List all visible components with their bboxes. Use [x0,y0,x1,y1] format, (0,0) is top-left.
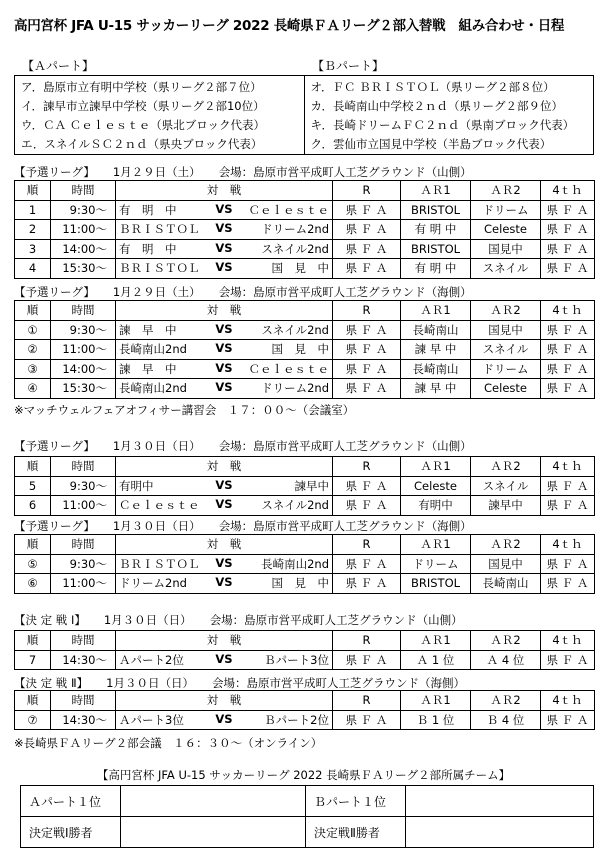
matchup [119,575,329,591]
home-team: 諫 早 中 [119,322,177,337]
column-header: 順 [15,691,51,711]
away-team: Ｂパート3位 [264,652,329,667]
result-value [406,786,594,817]
fourth-official: 県 Ｆ Ａ [541,554,595,574]
vs-label: VS [215,341,233,356]
assistant-referee-2: ドリーム [471,359,541,379]
column-header: ＡＲ2 [471,691,541,711]
away-team: 国 見 中 [271,261,329,276]
schedule-table [14,690,595,730]
column-header: 対 戦 [116,181,333,201]
result-row [21,786,594,817]
column-header: ＡＲ2 [471,301,541,321]
team-item: ウ．ＣＡ Ｃｅｌｅｓｔｅ（県北ブロック代表） [21,118,266,132]
match-row [15,340,595,360]
vs-label: VS [215,711,233,726]
schedule-table [14,456,595,516]
away-team: スネイル2nd [261,498,329,513]
match-cell [116,476,333,496]
column-header: 対 戦 [116,535,333,555]
result-label: 決定戦Ⅱ勝者 [306,817,406,848]
result-value [121,817,306,848]
away-team: 国 見 中 [271,342,329,357]
column-header: ＡＲ1 [401,535,471,555]
fourth-official: 県 Ｆ Ａ [541,379,595,399]
match-cell [116,710,333,730]
match-order: ⑦ [15,710,51,730]
match-time: 15:30〜 [51,379,116,399]
away-team: Ｂパート2位 [264,712,329,727]
column-header: 順 [15,457,51,477]
match-cell [116,650,333,670]
match-row [15,259,595,279]
match-order: 1 [15,200,51,220]
match-time: 11:00〜 [51,220,116,240]
section-header [14,164,490,180]
match-cell [116,574,333,594]
column-header: ＡＲ1 [401,631,471,651]
referee: 県 Ｆ Ａ [333,710,401,730]
section-date: 1月３０日（日） [106,676,194,690]
section-header [14,438,490,454]
match-row [15,650,595,670]
result-table [20,785,594,848]
column-header: R [333,181,401,201]
column-header: 時間 [51,535,116,555]
referee: 県 Ｆ Ａ [333,476,401,496]
assistant-referee-2: Ａ 4 位 [471,650,541,670]
home-team: Ａパート3位 [119,712,184,727]
section-date: 1月２９日（土） [112,165,201,179]
referee: 県 Ｆ Ａ [333,379,401,399]
vs-label: VS [215,651,233,666]
match-row [15,220,595,240]
fourth-official: 県 Ｆ Ａ [541,359,595,379]
column-header: 対 戦 [116,457,333,477]
away-team: Ｃｅｌｅｓｔｅ [248,202,329,217]
vs-label: VS [215,321,233,336]
home-team: 有 明 中 [119,241,177,256]
away-team: 長崎南山2nd [261,556,329,571]
match-row [15,476,595,496]
assistant-referee-1: 諫 早 中 [401,340,471,360]
column-header: 4ｔｈ [541,457,595,477]
assistant-referee-2: ドリーム [471,200,541,220]
schedule-table [14,180,595,279]
match-row [15,496,595,516]
column-header: 順 [15,631,51,651]
home-team: 諫 早 中 [119,361,177,376]
vs-label: VS [215,360,233,375]
column-header: 4ｔｈ [541,181,595,201]
referee: 県 Ｆ Ａ [333,554,401,574]
match-order: ⑥ [15,574,51,594]
match-cell [116,340,333,360]
referee: 県 Ｆ Ａ [333,650,401,670]
part-a-teams [15,76,304,154]
section-venue: 会場：島原市営平成町人工芝グラウンド（山側） [218,439,472,453]
referee: 県 Ｆ Ａ [333,220,401,240]
note-officer-seminar: ※マッチウェルフェアオフィサー講習会 １７：００〜（会議室） [14,403,355,417]
section-stage: 【予選リーグ】 [14,519,95,533]
match-row [15,554,595,574]
assistant-referee-1: 長崎南山 [401,359,471,379]
matchup [119,497,329,513]
match-order: 4 [15,259,51,279]
section-header [14,518,490,534]
column-header: 時間 [51,181,116,201]
match-order: ③ [15,359,51,379]
match-cell [116,320,333,340]
matchup [119,556,329,572]
matchup [119,322,329,338]
matchup [119,478,329,494]
result-value [121,786,306,817]
schedule-table [14,534,595,594]
home-team: ドリーム2nd [119,576,187,591]
assistant-referee-2: スネイル [471,259,541,279]
result-row [21,817,594,848]
match-cell [116,220,333,240]
referee: 県 Ｆ Ａ [333,496,401,516]
column-header: 時間 [51,691,116,711]
matchup [119,221,329,237]
matchup [119,260,329,276]
home-team: ＢＲＩＳＴＯＬ [119,222,200,237]
match-time: 9:30〜 [51,200,116,220]
assistant-referee-2: Celeste [471,379,541,399]
matchup [119,712,329,728]
referee: 県 Ｆ Ａ [333,574,401,594]
part-b-teams [304,76,594,154]
header-row [15,181,595,201]
matchup [119,341,329,357]
column-header: ＡＲ2 [471,631,541,651]
match-time: 9:30〜 [51,320,116,340]
section-stage: 【決 定 戦 Ⅱ】 [14,676,89,690]
section-header [14,675,483,691]
match-order: 3 [15,239,51,259]
column-header: R [333,301,401,321]
referee: 県 Ｆ Ａ [333,200,401,220]
home-team: Ａパート2位 [119,652,184,667]
result-label: 決定戦Ⅰ勝者 [21,817,121,848]
match-order: ② [15,340,51,360]
referee: 県 Ｆ Ａ [333,259,401,279]
match-cell [116,554,333,574]
match-order: 5 [15,476,51,496]
match-row [15,379,595,399]
column-header: R [333,457,401,477]
fourth-official: 県 Ｆ Ａ [541,476,595,496]
away-team: スネイル2nd [261,322,329,337]
result-label: Ｂパート１位 [306,786,406,817]
matchup [119,652,329,668]
away-team: 諫早中 [294,478,329,493]
match-cell [116,359,333,379]
home-team: Ｃｅｌｅｓｔｅ [119,498,200,513]
home-team: 長崎南山2nd [119,342,187,357]
section-venue: 会場：島原市営平成町人工芝グラウンド（海側） [211,676,465,690]
match-row [15,574,595,594]
column-header: 4ｔｈ [541,301,595,321]
team-item: オ．ＦＣ ＢＲＩＳＴＯＬ（県リーグ２部８位） [310,80,555,94]
match-time: 14:00〜 [51,239,116,259]
assistant-referee-1: 有 明 中 [401,259,471,279]
schedule-table [14,300,595,399]
home-team: 有 明 中 [119,202,177,217]
column-header: ＡＲ1 [401,691,471,711]
fourth-official: 県 Ｆ Ａ [541,320,595,340]
section-header [14,284,490,300]
header-row [15,631,595,651]
column-header: 4ｔｈ [541,535,595,555]
assistant-referee-1: 諫 早 中 [401,379,471,399]
column-header: 順 [15,301,51,321]
column-header: 順 [15,535,51,555]
assistant-referee-1: ドリーム [401,554,471,574]
matchup [119,361,329,377]
matchup [119,202,329,218]
section-venue: 会場：島原市営平成町人工芝グラウンド（海側） [218,519,472,533]
fourth-official: 県 Ｆ Ａ [541,574,595,594]
column-header: 4ｔｈ [541,691,595,711]
page-title: 高円宮杯 JFA U-15 サッカーリーグ 2022 長崎県ＦＡリーグ２部入替戦 組み合わせ・日程 [14,18,565,34]
home-team: ＢＲＩＳＴＯＬ [119,556,200,571]
assistant-referee-2: 国見中 [471,320,541,340]
match-time: 11:00〜 [51,496,116,516]
vs-label: VS [215,575,233,590]
column-header: R [333,535,401,555]
section-stage: 【予選リーグ】 [14,165,95,179]
column-header: ＡＲ1 [401,457,471,477]
column-header: ＡＲ2 [471,457,541,477]
assistant-referee-1: Ｂ 1 位 [401,710,471,730]
vs-label: VS [215,380,233,395]
section-date: 1月３０日（日） [112,439,201,453]
match-order: 7 [15,650,51,670]
assistant-referee-2: スネイル [471,476,541,496]
assistant-referee-1: Ａ 1 位 [401,650,471,670]
fourth-official: 県 Ｆ Ａ [541,710,595,730]
header-row [15,457,595,477]
team-item: ア．島原市立有明中学校（県リーグ２部７位） [21,80,262,94]
vs-label: VS [215,555,233,570]
assistant-referee-1: BRISTOL [401,574,471,594]
column-header: 時間 [51,301,116,321]
fourth-official: 県 Ｆ Ａ [541,340,595,360]
assistant-referee-1: Celeste [401,476,471,496]
column-header: 対 戦 [116,631,333,651]
match-time: 9:30〜 [51,476,116,496]
team-item: カ．長崎南山中学校２ｎｄ（県リーグ２部９位） [310,99,564,113]
column-header: 対 戦 [116,691,333,711]
section-header [14,612,481,628]
column-header: R [333,631,401,651]
home-team: ＢＲＩＳＴＯＬ [119,261,200,276]
result-label: Ａパート１位 [21,786,121,817]
assistant-referee-2: 国見中 [471,239,541,259]
match-cell [116,239,333,259]
column-header: 時間 [51,457,116,477]
result-table-title: 【高円宮杯 JFA U-15 サッカーリーグ 2022 長崎県ＦＡリーグ２部所属チーム】 [96,768,511,782]
match-order: ① [15,320,51,340]
match-row [15,359,595,379]
referee: 県 Ｆ Ａ [333,320,401,340]
section-date: 1月３０日（日） [103,613,192,627]
column-header: ＡＲ2 [471,181,541,201]
fourth-official: 県 Ｆ Ａ [541,650,595,670]
match-time: 14:30〜 [51,710,116,730]
home-team: 長崎南山2nd [119,381,187,396]
column-header: R [333,691,401,711]
column-header: ＡＲ2 [471,535,541,555]
match-order: ④ [15,379,51,399]
fourth-official: 県 Ｆ Ａ [541,496,595,516]
note-league-meeting: ※長崎県ＦＡリーグ２部会議 １６：３０〜（オンライン） [14,736,323,750]
match-order: 2 [15,220,51,240]
team-item: キ．長崎ドリームＦＣ２ｎｄ（県南ブロック代表） [310,118,575,132]
match-row [15,320,595,340]
assistant-referee-2: 長崎南山 [471,574,541,594]
parts-box [14,75,594,155]
match-time: 14:00〜 [51,359,116,379]
section-date: 1月２９日（土） [112,285,201,299]
match-row [15,239,595,259]
match-row [15,710,595,730]
part-b-label: 【Ｂパート】 [312,59,385,73]
match-row [15,200,595,220]
match-time: 11:00〜 [51,340,116,360]
schedule-table [14,630,595,670]
match-cell [116,496,333,516]
assistant-referee-1: 有明中 [401,496,471,516]
header-row [15,535,595,555]
column-header: ＡＲ1 [401,181,471,201]
away-team: ドリーム2nd [261,381,329,396]
fourth-official: 県 Ｆ Ａ [541,259,595,279]
header-row [15,691,595,711]
team-item: イ．諫早市立諫早中学校（県リーグ２部10位） [21,99,265,113]
match-cell [116,259,333,279]
assistant-referee-2: 国見中 [471,554,541,574]
match-time: 11:00〜 [51,574,116,594]
fourth-official: 県 Ｆ Ａ [541,220,595,240]
section-stage: 【予選リーグ】 [14,439,95,453]
match-cell [116,200,333,220]
part-a-label: 【Ａパート】 [22,59,95,73]
vs-label: VS [215,201,233,216]
match-time: 9:30〜 [51,554,116,574]
away-team: ドリーム2nd [261,222,329,237]
referee: 県 Ｆ Ａ [333,359,401,379]
vs-label: VS [215,497,233,512]
referee: 県 Ｆ Ａ [333,239,401,259]
assistant-referee-1: BRISTOL [401,239,471,259]
away-team: スネイル2nd [261,241,329,256]
vs-label: VS [215,240,233,255]
match-time: 14:30〜 [51,650,116,670]
section-stage: 【予選リーグ】 [14,285,95,299]
away-team: 国 見 中 [271,576,329,591]
assistant-referee-2: 諫早中 [471,496,541,516]
away-team: Ｃｅｌｅｓｔｅ [248,361,329,376]
team-item: ク．雲仙市立国見中学校（半島ブロック代表） [310,137,552,151]
team-item: エ．スネイルＳＣ２ｎｄ（県央ブロック代表） [21,137,263,151]
fourth-official: 県 Ｆ Ａ [541,239,595,259]
section-venue: 会場：島原市営平成町人工芝グラウンド（海側） [218,285,472,299]
section-date: 1月３０日（日） [112,519,201,533]
section-venue: 会場：島原市営平成町人工芝グラウンド（山側） [218,165,472,179]
fourth-official: 県 Ｆ Ａ [541,200,595,220]
match-order: 6 [15,496,51,516]
matchup [119,380,329,396]
referee: 県 Ｆ Ａ [333,340,401,360]
column-header: 順 [15,181,51,201]
assistant-referee-1: BRISTOL [401,200,471,220]
section-stage: 【決 定 戦 Ⅰ】 [14,613,86,627]
assistant-referee-2: スネイル [471,340,541,360]
vs-label: VS [215,477,233,492]
column-header: ＡＲ1 [401,301,471,321]
assistant-referee-2: Ｂ 4 位 [471,710,541,730]
vs-label: VS [215,221,233,236]
column-header: 4ｔｈ [541,631,595,651]
match-cell [116,379,333,399]
result-value [406,817,594,848]
match-order: ⑤ [15,554,51,574]
home-team: 有明中 [119,478,154,493]
match-time: 15:30〜 [51,259,116,279]
matchup [119,241,329,257]
vs-label: VS [215,260,233,275]
header-row [15,301,595,321]
assistant-referee-2: Celeste [471,220,541,240]
section-venue: 会場：島原市営平成町人工芝グラウンド（山側） [209,613,463,627]
assistant-referee-1: 有 明 中 [401,220,471,240]
column-header: 対 戦 [116,301,333,321]
column-header: 時間 [51,631,116,651]
assistant-referee-1: 長崎南山 [401,320,471,340]
